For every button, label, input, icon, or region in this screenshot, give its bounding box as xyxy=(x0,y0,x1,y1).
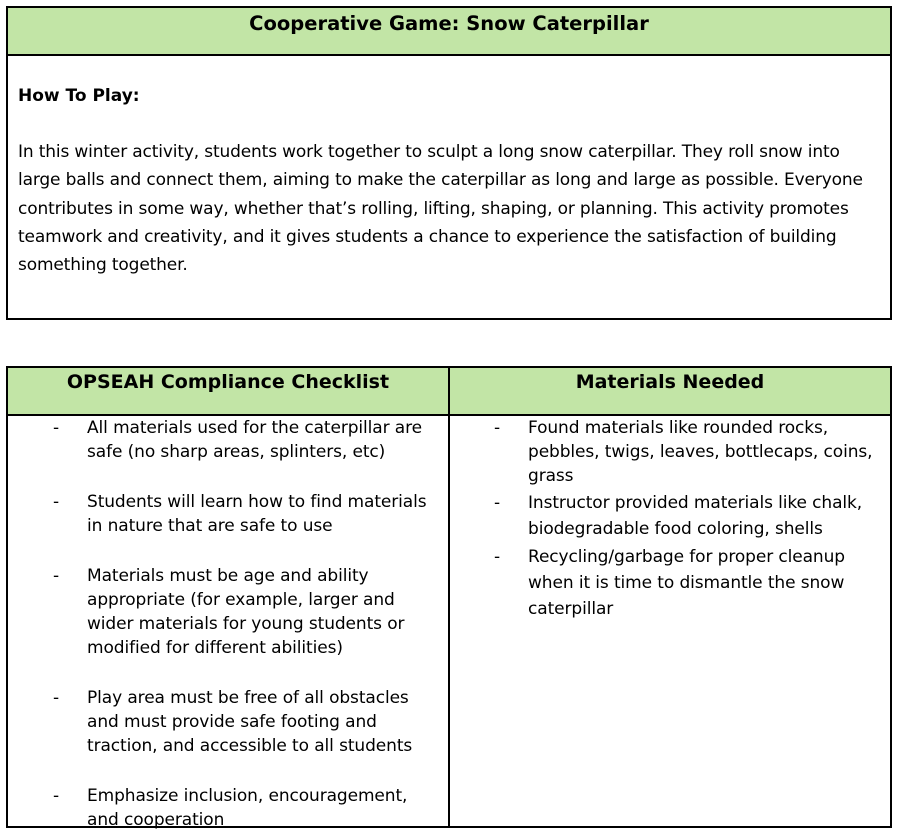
materials-header: Materials Needed xyxy=(450,368,890,416)
materials-item-text: Found materials like rounded rocks, pebbles, twigs, leaves, bottlecaps, coins, grass xyxy=(528,418,873,486)
bullet-dash: - xyxy=(53,418,60,438)
materials-item xyxy=(494,416,888,488)
checklist-item xyxy=(53,416,442,464)
checklist-item-text: Materials must be age and ability appropriate (for example, larger and wider materials for young students or modified for different abilities) xyxy=(87,566,405,658)
checklist-list xyxy=(8,416,442,832)
game-card xyxy=(6,6,892,320)
checklist-item-text: Emphasize inclusion, encouragement, and cooperation xyxy=(87,786,408,830)
bullet-dash: - xyxy=(494,547,501,567)
checklist-item-text: Students will learn how to find materials in nature that are safe to use xyxy=(87,492,427,536)
checklist-item-text: All materials used for the caterpillar are safe (no sharp areas, splinters, etc) xyxy=(87,418,423,462)
materials-item-text: Recycling/garbage for proper cleanup when it is time to dismantle the snow caterpillar xyxy=(528,547,845,619)
materials-column xyxy=(450,368,890,826)
how-to-play-description: In this winter activity, students work together to sculpt a long snow caterpillar. They roll snow into large balls and connect them, aiming to make the caterpillar as long and large as possible. Everyone contributes in some way, whether that’s rolling, lifting, shaping, or planning. This activity promotes teamwork and creativity, and it gives students a chance to experience the satisfaction of building something together. xyxy=(18,142,863,276)
materials-item xyxy=(494,490,888,542)
bullet-dash: - xyxy=(53,492,60,512)
checklist-column xyxy=(8,368,450,830)
checklist-item-text: Play area must be free of all obstacles and must provide safe footing and traction, and accessible to all students xyxy=(87,688,413,756)
materials-list xyxy=(450,416,888,622)
checklist-item xyxy=(53,784,442,832)
bullet-dash: - xyxy=(53,786,60,806)
checklist-item xyxy=(53,564,442,660)
checklist-header: OPSEAH Compliance Checklist xyxy=(8,368,448,416)
bullet-dash: - xyxy=(494,493,501,513)
checklist-item xyxy=(53,686,442,758)
bullet-dash: - xyxy=(494,418,501,438)
how-to-play-label: How To Play: xyxy=(18,86,140,106)
bullet-dash: - xyxy=(53,566,60,586)
info-table xyxy=(6,366,892,828)
materials-item-text: Instructor provided materials like chalk, biodegradable food coloring, shells xyxy=(528,493,863,539)
checklist-item xyxy=(53,490,442,538)
materials-item xyxy=(494,544,888,622)
bullet-dash: - xyxy=(53,688,60,708)
game-title: Cooperative Game: Snow Caterpillar xyxy=(8,8,890,56)
